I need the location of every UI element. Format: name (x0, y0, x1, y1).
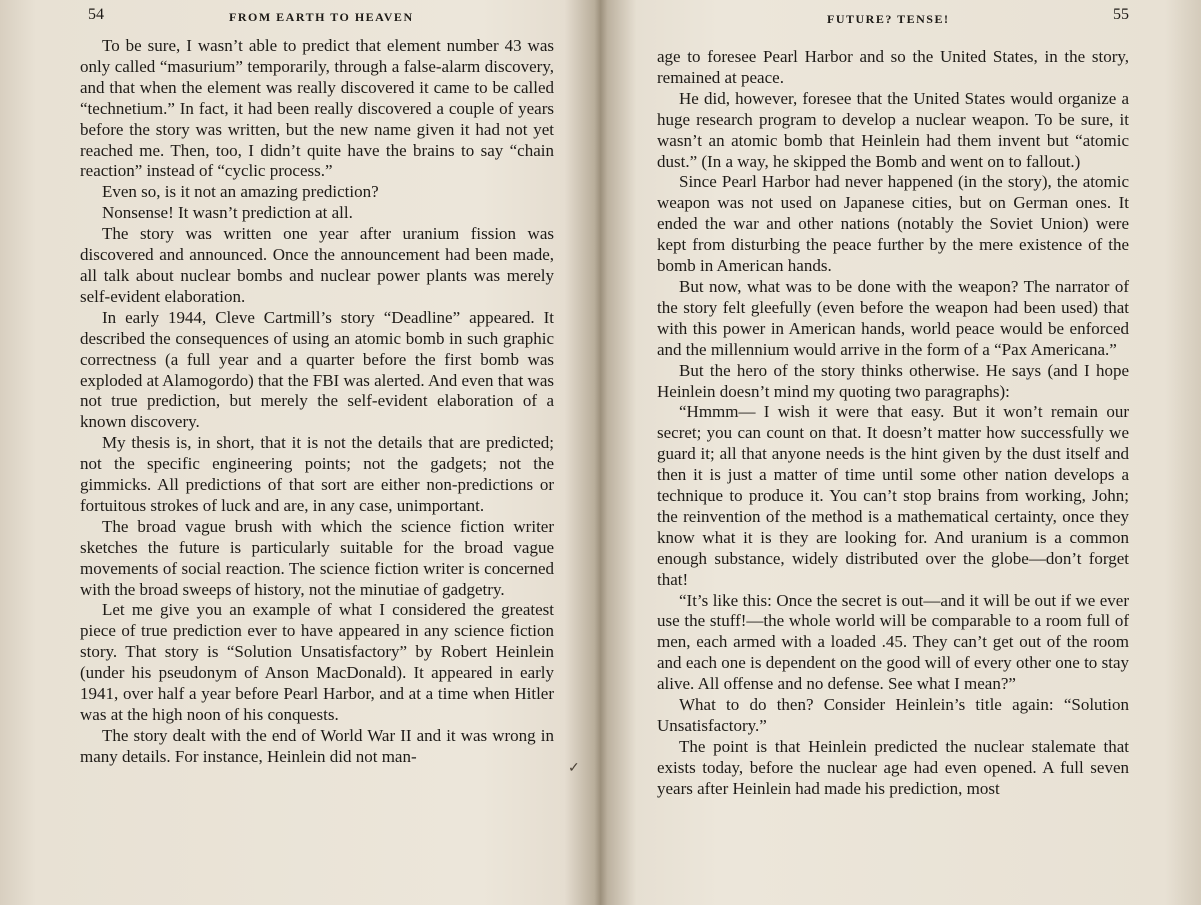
paragraph: Since Pearl Harbor had never happened (in the story), the atomic weapon was not used on Japanese cities, but on German ones. It ended the war and other nations (notably the Soviet Union) were kept from disturbing the peace further by the mere existence of the bomb in American hands. (657, 172, 1129, 276)
paragraph: The broad vague brush with which the science fiction writer sketches the future is particularly suitable for the broad vague movements of social reaction. The science fiction writer is concerned with the broad sweeps of history, not the minutiae of gadgetry. (80, 516, 554, 599)
paragraph: He did, however, foresee that the United States would organize a huge research program to develop a nuclear weapon. To be sure, it wasn’t an atomic bomb that Heinlein had them invent but “atomic dust.” (In a way, he skipped the Bomb and went on to fallout.) (657, 88, 1129, 171)
right-page-text (657, 47, 1129, 800)
paragraph: Nonsense! It wasn’t prediction at all. (102, 203, 353, 223)
paragraph: Even so, is it not an amazing prediction? (102, 182, 379, 202)
left-page-number: 54 (88, 6, 104, 23)
paragraph: But now, what was to be done with the weapon? The narrator of the story felt gleefully (even before the weapon had been used) that with this power in American hands, world peace would be enforced and the millennium would arrive in the form of a “Pax Americana.” (657, 276, 1129, 359)
paragraph: To be sure, I wasn’t able to predict that element number 43 was only called “masurium” temporarily, through a false-alarm discovery, and that when the element was really discovered it came to be called “technetium.” In fact, it had been really discovered a couple of years before the story was written, but the new name given it had not yet reached me. Then, too, I didn’t quite have the brains to say “chain reaction” instead of “cyclic process.” (80, 36, 554, 181)
paragraph: My thesis is, in short, that it is not the details that are predicted; not the specific engineering points; not the gadgets; not the gimmicks. All predictions of that sort are either non-predictions or fortuitous strokes of luck and are, in any case, unimportant. (80, 433, 554, 515)
paragraph: But the hero of the story thinks otherwise. He says (and I hope Heinlein doesn’t mind my quoting two paragraphs): (657, 360, 1129, 401)
left-page (0, 0, 598, 905)
paragraph: “Hmmm— I wish it were that easy. But it won’t remain our secret; you can count on that. It doesn’t matter how successfully we guard it; all that anyone needs is the hint given by the dust itself and then it is just a matter of time until some other nation develops a technique to produce it. You can’t stop brains from working, John; the reinvention of the method is a mathematical certainty, once they know what it is they are looking for. And uranium is a common enough substance, widely distributed over the globe—don’t forget that! (657, 402, 1129, 589)
paragraph: What to do then? Consider Heinlein’s title again: “Solution Unsatisfactory.” (657, 695, 1129, 735)
left-running-head: FROM EARTH TO HEAVEN (229, 10, 414, 24)
paragraph: The point is that Heinlein predicted the nuclear stalemate that exists today, before the nuclear age had even opened. A full seven years after Heinlein had made his prediction, most (657, 736, 1129, 798)
right-running-head: FUTURE? TENSE! (827, 12, 950, 26)
paragraph: “It’s like this: Once the secret is out—and it will be out if we ever use the stuff!—the whole world will be comparable to a room full of men, each armed with a loaded .45. They can’t get out of the room and each one is dependent on the good will of every other one to stay alive. All offense and no defense. See what I mean?” (657, 590, 1129, 694)
right-page-number: 55 (1113, 6, 1129, 23)
margin-pencil-mark: ✓ (568, 760, 580, 776)
paragraph: The story was written one year after uranium fission was discovered and announced. Once the announcement had been made, all talk about nuclear bombs and nuclear power plants was merely self-evident elaboration. (80, 224, 554, 306)
right-page-header (661, 8, 1129, 30)
left-page-text (80, 36, 554, 768)
paragraph: The story dealt with the end of World War II and it was wrong in many details. For instance, Heinlein did not man- (80, 725, 554, 766)
left-page-header (88, 8, 553, 30)
right-page (603, 0, 1201, 905)
paragraph: In early 1944, Cleve Cartmill’s story “Deadline” appeared. It described the consequences of using an atomic bomb in such graphic correctness (a full year and a quarter before the first bomb was exploded at Alamogordo) that the FBI was alerted. And even that was not true prediction, but merely the self-evident elaboration of a known discovery. (80, 307, 554, 432)
paragraph: Let me give you an example of what I considered the greatest piece of true prediction ever to have appeared in any science fiction story. That story is “Solution Unsatisfactory” by Robert Heinlein (under his pseudonym of Anson MacDonald). It appeared in early 1941, over half a year before Pearl Harbor, and at a time when Hitler was at the high noon of his conquests. (80, 600, 554, 724)
paragraph: age to foresee Pearl Harbor and so the United States, in the story, remained at peace. (657, 47, 1129, 87)
